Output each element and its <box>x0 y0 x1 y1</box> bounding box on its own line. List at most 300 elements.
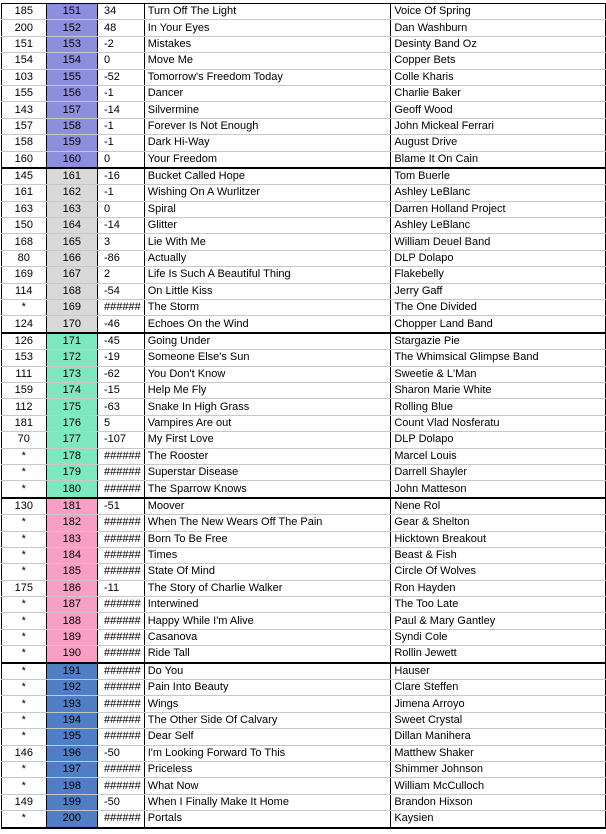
current-rank-cell: 169 <box>46 300 97 316</box>
table-row <box>2 366 606 382</box>
artist-name-cell: Darren Holland Project <box>391 201 606 217</box>
previous-rank-cell: 181 <box>2 415 47 431</box>
previous-rank-cell: 145 <box>2 168 47 185</box>
rank-change-cell: 0 <box>98 53 145 69</box>
song-title-cell: Mistakes <box>144 36 391 52</box>
rank-change-cell: -54 <box>98 283 145 299</box>
rank-change-cell: ###### <box>98 680 145 696</box>
song-title-cell: Forever Is Not Enough <box>144 118 391 134</box>
rank-change-cell: -14 <box>98 218 145 234</box>
artist-name-cell: Paul & Mary Gantley <box>391 613 606 629</box>
artist-name-cell: Geoff Wood <box>391 102 606 118</box>
rank-change-cell: -15 <box>98 382 145 398</box>
rank-change-cell: ###### <box>98 778 145 794</box>
song-title-cell: Casanova <box>144 629 391 645</box>
rank-change-cell: ###### <box>98 613 145 629</box>
table-row <box>2 448 606 464</box>
table-row <box>2 415 606 431</box>
previous-rank-cell: 157 <box>2 118 47 134</box>
table-row <box>2 498 606 515</box>
artist-name-cell: Gear & Shelton <box>391 515 606 531</box>
song-title-cell: Wings <box>144 696 391 712</box>
artist-name-cell: Flakebelly <box>391 267 606 283</box>
previous-rank-cell: 185 <box>2 4 47 20</box>
rank-change-cell: 0 <box>98 201 145 217</box>
song-title-cell: My First Love <box>144 432 391 448</box>
table-row <box>2 300 606 316</box>
rank-change-cell: -16 <box>98 168 145 185</box>
song-title-cell: State Of Mind <box>144 564 391 580</box>
rank-change-cell: ###### <box>98 515 145 531</box>
current-rank-cell: 181 <box>46 498 97 515</box>
rank-change-cell: ###### <box>98 696 145 712</box>
rank-change-cell: ###### <box>98 597 145 613</box>
table-row <box>2 135 606 151</box>
artist-name-cell: Dan Washburn <box>391 20 606 36</box>
table-row <box>2 20 606 36</box>
artist-name-cell: DLP Dolapo <box>391 432 606 448</box>
previous-rank-cell: 70 <box>2 432 47 448</box>
song-title-cell: The Rooster <box>144 448 391 464</box>
current-rank-cell: 165 <box>46 234 97 250</box>
current-rank-cell: 188 <box>46 613 97 629</box>
current-rank-cell: 172 <box>46 350 97 366</box>
current-rank-cell: 189 <box>46 629 97 645</box>
previous-rank-cell: 160 <box>2 151 47 168</box>
song-title-cell: Superstar Disease <box>144 464 391 480</box>
table-row <box>2 712 606 728</box>
table-row <box>2 515 606 531</box>
artist-name-cell: Brandon Hixson <box>391 794 606 810</box>
table-row <box>2 663 606 680</box>
song-title-cell: Portals <box>144 811 391 828</box>
rank-change-cell: ###### <box>98 712 145 728</box>
previous-rank-cell: 149 <box>2 794 47 810</box>
current-rank-cell: 163 <box>46 201 97 217</box>
previous-rank-cell: 103 <box>2 69 47 85</box>
current-rank-cell: 179 <box>46 464 97 480</box>
current-rank-cell: 156 <box>46 85 97 101</box>
table-row <box>2 696 606 712</box>
current-rank-cell: 155 <box>46 69 97 85</box>
current-rank-cell: 175 <box>46 399 97 415</box>
current-rank-cell: 186 <box>46 580 97 596</box>
current-rank-cell: 190 <box>46 646 97 663</box>
current-rank-cell: 154 <box>46 53 97 69</box>
song-title-cell: Do You <box>144 663 391 680</box>
rank-change-cell: -46 <box>98 316 145 333</box>
table-row <box>2 267 606 283</box>
previous-rank-cell: * <box>2 761 47 777</box>
current-rank-cell: 170 <box>46 316 97 333</box>
previous-rank-cell: 114 <box>2 283 47 299</box>
song-title-cell: In Your Eyes <box>144 20 391 36</box>
previous-rank-cell: * <box>2 613 47 629</box>
song-title-cell: Going Under <box>144 333 391 350</box>
rank-change-cell: -51 <box>98 498 145 515</box>
current-rank-cell: 198 <box>46 778 97 794</box>
artist-name-cell: Sharon Marie White <box>391 382 606 398</box>
artist-name-cell: Rollin Jewett <box>391 646 606 663</box>
current-rank-cell: 158 <box>46 118 97 134</box>
current-rank-cell: 176 <box>46 415 97 431</box>
song-title-cell: Actually <box>144 250 391 266</box>
song-title-cell: Times <box>144 547 391 563</box>
previous-rank-cell: 155 <box>2 85 47 101</box>
rank-change-cell: ###### <box>98 761 145 777</box>
table-row <box>2 547 606 563</box>
artist-name-cell: Darrell Shayler <box>391 464 606 480</box>
previous-rank-cell: * <box>2 646 47 663</box>
artist-name-cell: Hicktown Breakout <box>391 531 606 547</box>
previous-rank-cell: 161 <box>2 185 47 201</box>
previous-rank-cell: 111 <box>2 366 47 382</box>
rank-change-cell: ###### <box>98 464 145 480</box>
previous-rank-cell: 154 <box>2 53 47 69</box>
current-rank-cell: 174 <box>46 382 97 398</box>
previous-rank-cell: 150 <box>2 218 47 234</box>
current-rank-cell: 159 <box>46 135 97 151</box>
table-row <box>2 597 606 613</box>
previous-rank-cell: 143 <box>2 102 47 118</box>
rank-change-cell: 5 <box>98 415 145 431</box>
rank-change-cell: 0 <box>98 151 145 168</box>
previous-rank-cell: * <box>2 597 47 613</box>
table-row <box>2 102 606 118</box>
current-rank-cell: 196 <box>46 745 97 761</box>
current-rank-cell: 184 <box>46 547 97 563</box>
artist-name-cell: The Whimsical Glimpse Band <box>391 350 606 366</box>
table-row <box>2 53 606 69</box>
current-rank-cell: 187 <box>46 597 97 613</box>
table-row <box>2 729 606 745</box>
song-title-cell: Turn Off The Light <box>144 4 391 20</box>
rank-change-cell: ###### <box>98 811 145 828</box>
current-rank-cell: 199 <box>46 794 97 810</box>
song-title-cell: The Story of Charlie Walker <box>144 580 391 596</box>
current-rank-cell: 168 <box>46 283 97 299</box>
rank-change-cell: 48 <box>98 20 145 36</box>
song-title-cell: Dear Self <box>144 729 391 745</box>
song-title-cell: I'm Looking Forward To This <box>144 745 391 761</box>
song-title-cell: Silvermine <box>144 102 391 118</box>
previous-rank-cell: 200 <box>2 20 47 36</box>
rank-change-cell: ###### <box>98 729 145 745</box>
previous-rank-cell: 130 <box>2 498 47 515</box>
artist-name-cell: John Matteson <box>391 481 606 498</box>
artist-name-cell: Syndi Cole <box>391 629 606 645</box>
previous-rank-cell: 158 <box>2 135 47 151</box>
artist-name-cell: Blame It On Cain <box>391 151 606 168</box>
previous-rank-cell: 151 <box>2 36 47 52</box>
song-title-cell: Pain Into Beauty <box>144 680 391 696</box>
table-row <box>2 69 606 85</box>
table-row <box>2 234 606 250</box>
artist-name-cell: Ron Hayden <box>391 580 606 596</box>
rank-change-cell: -62 <box>98 366 145 382</box>
artist-name-cell: Clare Steffen <box>391 680 606 696</box>
previous-rank-cell: * <box>2 464 47 480</box>
current-rank-cell: 183 <box>46 531 97 547</box>
rank-change-cell: -107 <box>98 432 145 448</box>
artist-name-cell: Beast & Fish <box>391 547 606 563</box>
artist-name-cell: Shimmer Johnson <box>391 761 606 777</box>
rank-change-cell: 34 <box>98 4 145 20</box>
current-rank-cell: 193 <box>46 696 97 712</box>
table-row <box>2 794 606 810</box>
previous-rank-cell: * <box>2 696 47 712</box>
song-title-cell: Life Is Such A Beautiful Thing <box>144 267 391 283</box>
current-rank-cell: 164 <box>46 218 97 234</box>
rank-change-cell: ###### <box>98 448 145 464</box>
artist-name-cell: August Drive <box>391 135 606 151</box>
current-rank-cell: 194 <box>46 712 97 728</box>
song-title-cell: Move Me <box>144 53 391 69</box>
song-title-cell: Interwined <box>144 597 391 613</box>
rank-change-cell: ###### <box>98 481 145 498</box>
artist-name-cell: Desinty Band Oz <box>391 36 606 52</box>
song-title-cell: Help Me Fly <box>144 382 391 398</box>
rank-change-cell: -45 <box>98 333 145 350</box>
current-rank-cell: 166 <box>46 250 97 266</box>
artist-name-cell: Nene Rol <box>391 498 606 515</box>
table-row <box>2 85 606 101</box>
table-row <box>2 201 606 217</box>
artist-name-cell: The Too Late <box>391 597 606 613</box>
artist-name-cell: Sweetie & L'Man <box>391 366 606 382</box>
previous-rank-cell: 112 <box>2 399 47 415</box>
previous-rank-cell: * <box>2 448 47 464</box>
song-title-cell: Priceless <box>144 761 391 777</box>
song-title-cell: The Sparrow Knows <box>144 481 391 498</box>
artist-name-cell: Ashley LeBlanc <box>391 218 606 234</box>
song-title-cell: Dancer <box>144 85 391 101</box>
table-row <box>2 316 606 333</box>
current-rank-cell: 191 <box>46 663 97 680</box>
previous-rank-cell: 124 <box>2 316 47 333</box>
previous-rank-cell: 80 <box>2 250 47 266</box>
song-title-cell: Wishing On A Wurlitzer <box>144 185 391 201</box>
rank-change-cell: ###### <box>98 663 145 680</box>
song-title-cell: Someone Else's Sun <box>144 350 391 366</box>
song-title-cell: What Now <box>144 778 391 794</box>
table-row <box>2 580 606 596</box>
rank-change-cell: -63 <box>98 399 145 415</box>
current-rank-cell: 151 <box>46 4 97 20</box>
previous-rank-cell: * <box>2 547 47 563</box>
artist-name-cell: John Mickeal Ferrari <box>391 118 606 134</box>
table-row <box>2 481 606 498</box>
artist-name-cell: Jimena Arroyo <box>391 696 606 712</box>
current-rank-cell: 192 <box>46 680 97 696</box>
table-row <box>2 745 606 761</box>
song-title-cell: Echoes On the Wind <box>144 316 391 333</box>
table-row <box>2 350 606 366</box>
rank-change-cell: ###### <box>98 531 145 547</box>
song-title-cell: Your Freedom <box>144 151 391 168</box>
current-rank-cell: 178 <box>46 448 97 464</box>
previous-rank-cell: 175 <box>2 580 47 596</box>
song-title-cell: The Storm <box>144 300 391 316</box>
artist-name-cell: Voice Of Spring <box>391 4 606 20</box>
artist-name-cell: Stargazie Pie <box>391 333 606 350</box>
current-rank-cell: 171 <box>46 333 97 350</box>
current-rank-cell: 167 <box>46 267 97 283</box>
artist-name-cell: Chopper Land Band <box>391 316 606 333</box>
rank-change-cell: -50 <box>98 745 145 761</box>
current-rank-cell: 200 <box>46 811 97 828</box>
previous-rank-cell: 126 <box>2 333 47 350</box>
previous-rank-cell: * <box>2 564 47 580</box>
rank-change-cell: -1 <box>98 185 145 201</box>
artist-name-cell: Dillan Manihera <box>391 729 606 745</box>
rank-change-cell: -2 <box>98 36 145 52</box>
previous-rank-cell: 159 <box>2 382 47 398</box>
song-title-cell: Glitter <box>144 218 391 234</box>
table-row <box>2 778 606 794</box>
rank-change-cell: -19 <box>98 350 145 366</box>
artist-name-cell: The One Divided <box>391 300 606 316</box>
rank-change-cell: 2 <box>98 267 145 283</box>
rank-change-cell: ###### <box>98 629 145 645</box>
current-rank-cell: 161 <box>46 168 97 185</box>
table-row <box>2 218 606 234</box>
previous-rank-cell: * <box>2 481 47 498</box>
artist-name-cell: Count Vlad Nosferatu <box>391 415 606 431</box>
artist-name-cell: Tom Buerle <box>391 168 606 185</box>
song-title-cell: Happy While I'm Alive <box>144 613 391 629</box>
previous-rank-cell: * <box>2 629 47 645</box>
song-title-cell: Tomorrow's Freedom Today <box>144 69 391 85</box>
artist-name-cell: Copper Bets <box>391 53 606 69</box>
rank-change-cell: ###### <box>98 564 145 580</box>
song-title-cell: Dark Hi-Way <box>144 135 391 151</box>
current-rank-cell: 195 <box>46 729 97 745</box>
rank-change-cell: ###### <box>98 646 145 663</box>
artist-name-cell: Colle Kharis <box>391 69 606 85</box>
rank-change-cell: -14 <box>98 102 145 118</box>
rank-change-cell: ###### <box>98 300 145 316</box>
table-row <box>2 646 606 663</box>
rank-change-cell: -1 <box>98 118 145 134</box>
table-row <box>2 761 606 777</box>
artist-name-cell: William McCulloch <box>391 778 606 794</box>
artist-name-cell: Charlie Baker <box>391 85 606 101</box>
table-row <box>2 629 606 645</box>
table-row <box>2 333 606 350</box>
rank-change-cell: -50 <box>98 794 145 810</box>
rank-change-cell: ###### <box>98 547 145 563</box>
current-rank-cell: 180 <box>46 481 97 498</box>
artist-name-cell: Kaysien <box>391 811 606 828</box>
previous-rank-cell: * <box>2 778 47 794</box>
current-rank-cell: 182 <box>46 515 97 531</box>
table-row <box>2 4 606 20</box>
table-row <box>2 464 606 480</box>
table-row <box>2 432 606 448</box>
artist-name-cell: Matthew Shaker <box>391 745 606 761</box>
previous-rank-cell: 163 <box>2 201 47 217</box>
current-rank-cell: 157 <box>46 102 97 118</box>
current-rank-cell: 152 <box>46 20 97 36</box>
table-row <box>2 118 606 134</box>
song-title-cell: You Don't Know <box>144 366 391 382</box>
current-rank-cell: 162 <box>46 185 97 201</box>
table-row <box>2 680 606 696</box>
table-row <box>2 283 606 299</box>
table-row <box>2 399 606 415</box>
song-title-cell: Ride Tall <box>144 646 391 663</box>
previous-rank-cell: 153 <box>2 350 47 366</box>
current-rank-cell: 173 <box>46 366 97 382</box>
previous-rank-cell: * <box>2 663 47 680</box>
previous-rank-cell: 169 <box>2 267 47 283</box>
table-row <box>2 811 606 828</box>
previous-rank-cell: * <box>2 531 47 547</box>
song-title-cell: When I Finally Make It Home <box>144 794 391 810</box>
artist-name-cell: Jerry Gaff <box>391 283 606 299</box>
table-row <box>2 185 606 201</box>
previous-rank-cell: 146 <box>2 745 47 761</box>
song-title-cell: When The New Wears Off The Pain <box>144 515 391 531</box>
song-title-cell: Spiral <box>144 201 391 217</box>
artist-name-cell: Ashley LeBlanc <box>391 185 606 201</box>
rank-change-cell: 3 <box>98 234 145 250</box>
current-rank-cell: 177 <box>46 432 97 448</box>
previous-rank-cell: * <box>2 680 47 696</box>
current-rank-cell: 197 <box>46 761 97 777</box>
current-rank-cell: 160 <box>46 151 97 168</box>
previous-rank-cell: * <box>2 811 47 828</box>
previous-rank-cell: * <box>2 729 47 745</box>
rank-change-cell: -1 <box>98 85 145 101</box>
artist-name-cell: Rolling Blue <box>391 399 606 415</box>
chart-rows <box>2 4 606 828</box>
artist-name-cell: DLP Dolapo <box>391 250 606 266</box>
artist-name-cell: Circle Of Wolves <box>391 564 606 580</box>
current-rank-cell: 185 <box>46 564 97 580</box>
table-row <box>2 613 606 629</box>
table-row <box>2 151 606 168</box>
previous-rank-cell: 168 <box>2 234 47 250</box>
song-title-cell: Born To Be Free <box>144 531 391 547</box>
song-title-cell: Snake In High Grass <box>144 399 391 415</box>
rank-change-cell: -52 <box>98 69 145 85</box>
rank-change-cell: -86 <box>98 250 145 266</box>
song-title-cell: Moover <box>144 498 391 515</box>
rank-change-cell: -1 <box>98 135 145 151</box>
song-title-cell: On Little Kiss <box>144 283 391 299</box>
song-title-cell: Vampires Are out <box>144 415 391 431</box>
song-title-cell: Bucket Called Hope <box>144 168 391 185</box>
artist-name-cell: Marcel Louis <box>391 448 606 464</box>
table-row <box>2 564 606 580</box>
previous-rank-cell: * <box>2 300 47 316</box>
chart-table <box>1 3 606 829</box>
rank-change-cell: -11 <box>98 580 145 596</box>
table-row <box>2 531 606 547</box>
artist-name-cell: William Deuel Band <box>391 234 606 250</box>
table-row <box>2 250 606 266</box>
previous-rank-cell: * <box>2 712 47 728</box>
artist-name-cell: Sweet Crystal <box>391 712 606 728</box>
table-row <box>2 168 606 185</box>
table-row <box>2 36 606 52</box>
song-title-cell: Lie With Me <box>144 234 391 250</box>
previous-rank-cell: * <box>2 515 47 531</box>
song-title-cell: The Other Side Of Calvary <box>144 712 391 728</box>
table-row <box>2 382 606 398</box>
